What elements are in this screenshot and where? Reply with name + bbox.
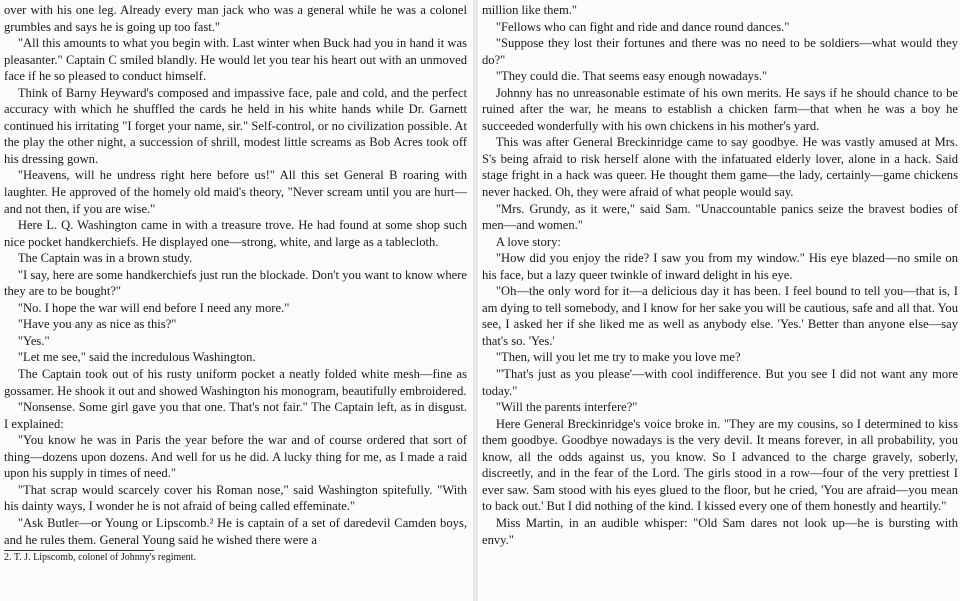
- paragraph: Think of Barny Heyward's composed and impassive face, pale and cold, and the perfect accuracy with which he shuffled the cards he held in his white hands while Dr. Garnett continued his irritating "I forget your name, sir." Self-control, or no civilization possible. At the play the other night, a succession of shrill, modest little screams as Bob Acres took off his dressing gown.: [4, 85, 467, 166]
- paragraph: "Yes.": [17, 333, 50, 348]
- paragraph: "'That's just as you please'—with cool indifference. But you see I did not want any more today.": [482, 367, 958, 398]
- paragraph: over with his one leg. Already every man jack who was a general while he was a colonel grumbles and says he is going up too fast.": [4, 3, 467, 34]
- paragraph: "You know he was in Paris the year before the war and of course ordered that sort of thing—dozens upon dozens. And well for us he did. A lucky thing for me, as I made a raid upon his supply in times of need.": [4, 433, 467, 481]
- paragraph: "How did you enjoy the ride? I saw you from my window." His eye blazed—no smile on his face, but a lazy queer twinkle of inward delight in his eye.: [482, 251, 958, 282]
- paragraph: "Nonsense. Some girl gave you that one. That's not fair." The Captain left, as in disgust. I explained:: [4, 400, 467, 431]
- paragraph: Here General Breckinridge's voice broke in. "They are my cousins, so I determined to kiss them goodbye. Goodbye nowadays is the very devil. It means forever, in all probability, you know, all the odds against us, you know. So I advanced to the charge gravely, soberly, discreetly, and in the fear of the Lord. The girls stood in a row—four of the very prettiest I ever saw. Sam stood with his eyes glued to the floor, but he cried, 'You are afraid—you mean to back out.' But I did nothing of the kind. I kissed every one of them honestly and heartily.": [482, 416, 958, 514]
- paragraph: "Ask Butler—or Young or Lipscomb.² He is captain of a set of daredevil Camden boys, and he rules them. General Young said he wished there were a: [4, 515, 467, 547]
- paragraph: Here L. Q. Washington came in with a treasure trove. He had found at some shop such nice pocket handkerchiefs. He displayed one—strong, white, and large as a tablecloth.: [4, 218, 467, 249]
- paragraph: "No. I hope the war will end before I need any more.": [17, 300, 290, 315]
- footnote-rule: [4, 550, 154, 551]
- paragraph: "Have you any as nice as this?": [17, 317, 177, 332]
- paragraph: Johnny has no unreasonable estimate of his own merits. He says if he should chance to be ruined after the war, he means to establish a chicken farm—that when he was a boy he succeeded wonderfully with his own chickens in his mother's yard.: [482, 85, 958, 133]
- left-page: [0, 0, 473, 601]
- paragraph: "They could die. That seems easy enough nowadays.": [495, 69, 768, 84]
- paragraph: "Fellows who can fight and ride and dance round dances.": [495, 19, 790, 34]
- paragraph: "I say, here are some handkerchiefs just run the blockade. Don't you want to know where they are to be bought?": [4, 267, 467, 299]
- paragraph: The Captain was in a brown study.: [17, 251, 193, 266]
- paragraph: This was after General Breckinridge came to say goodbye. He was vastly amused at Mrs. S's being afraid to risk herself alone with the infatuated elderly lover, alone in a hack. Said stage fright in a hack was queer. He thought them game—the lady, certainly—game chickens never hacked. Oh, they were afraid of what people would say.: [482, 135, 958, 200]
- paragraph: "Suppose they lost their fortunes and there was no need to be soldiers—what would they do?": [482, 36, 958, 67]
- paragraph: Miss Martin, in an audible whisper: "Old Sam dares not look up—he is bursting with envy.": [482, 515, 958, 547]
- footnote: 2. T. J. Lipscomb, colonel of Johnny's regiment.: [4, 552, 196, 564]
- paragraph: "All this amounts to what you begin with. Last winter when Buck had you in hand it was pleasanter." Captain C smiled blandly. He would let you tear his heart out with an unmoved face if he so pleased to conduct himself.: [4, 36, 467, 84]
- right-page: [478, 0, 960, 601]
- paragraph: "Will the parents interfere?": [495, 400, 638, 415]
- paragraph: A love story:: [495, 234, 561, 249]
- paragraph: The Captain took out of his rusty uniform pocket a neatly folded white mesh—fine as gossamer. He shook it out and showed Washington his monogram, beautifully embroidered.: [4, 367, 467, 398]
- paragraph: "Heavens, will he undress right here before us!" All this set General B roaring with laughter. He approved of the homely old maid's theory, "Never scream until you are hurt—and not then, if you are wise.": [4, 168, 467, 216]
- paragraph-continuation: million like them.": [482, 3, 578, 17]
- paragraph: "Oh—the only word for it—a delicious day it has been. I feel bound to tell you—that is, I am dying to tell somebody, and I know for her sake you will be cautious, safe and all that. You see, I asked her if she liked me as well as anybody else. 'Yes.' Better than anyone else—say that's so. 'Yes.': [482, 284, 958, 348]
- paragraph: "That scrap would scarcely cover his Roman nose," said Washington spitefully. "With his dainty ways, I wonder he is not afraid of being called effeminate.": [4, 482, 467, 514]
- paragraph: "Mrs. Grundy, as it were," said Sam. "Unaccountable panics seize the bravest bodies of men—and women.": [482, 201, 958, 233]
- paragraph: "Let me see," said the incredulous Washington.: [17, 350, 256, 365]
- paragraph: "Then, will you let me try to make you love me?: [495, 350, 741, 365]
